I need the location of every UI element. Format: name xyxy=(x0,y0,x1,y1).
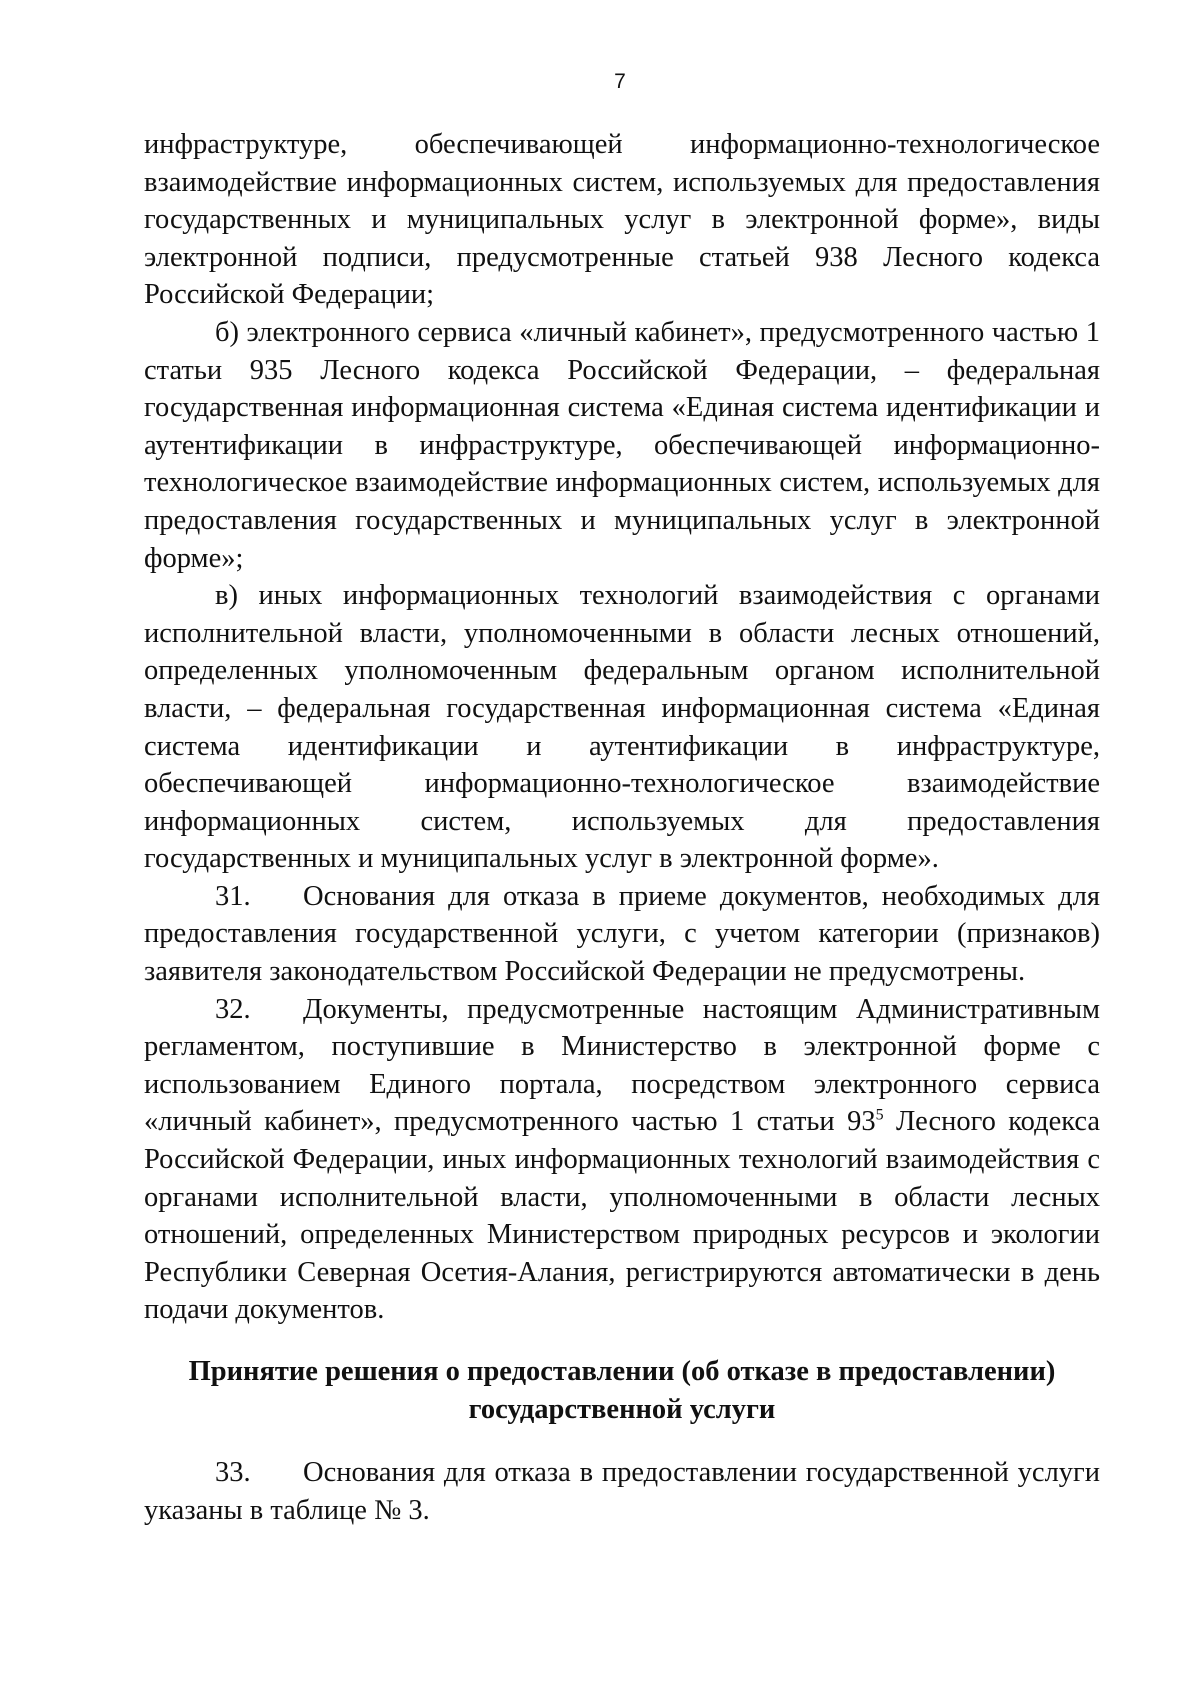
page-number: 7 xyxy=(614,70,626,93)
document-body xyxy=(144,126,1100,1529)
paragraph-31-text: Основания для отказа в приеме документов, необходимых для предоставления государственной услуги, с учетом категории (признаков) заявителя законодательством Российской Федерации не предусмотрены. xyxy=(144,880,1100,988)
spacer xyxy=(144,1428,1100,1454)
paragraph-32-text-part1: Документы, предусмотренные настоящим Административным регламентом, поступившие в Министерство в электронной форме с использованием Единого портала, посредством электронного сервиса «личный кабинет», предусмотренного частью 1 статьи 93 xyxy=(144,993,1100,1138)
superscript-article-number: 5 xyxy=(875,1106,884,1124)
section-heading-line2: государственной услуги xyxy=(468,1393,776,1425)
paragraph-32 xyxy=(144,991,1100,1329)
section-heading xyxy=(144,1353,1100,1428)
paragraph-32-text-part2: Лесного кодекса Российской Федерации, иных информационных технологий взаимодействия с органами исполнительной власти, уполномоченными в области лесных отношений, определенных Министерством природных ресурсов и экологии Республики Северная Осетия-Алания, регистрируются автоматически в день подачи документов. xyxy=(144,1106,1100,1326)
paragraph-33-text: Основания для отказа в предоставлении государственной услуги указаны в таблице № 3. xyxy=(144,1457,1100,1526)
section-heading-line1: Принятие решения о предоставлении (об отказе в предоставлении) xyxy=(188,1356,1056,1387)
paragraph-continuation: инфраструктуре, обеспечивающей информационно-технологическое взаимодействие информационных систем, используемых для предоставления государственных и муниципальных услуг в электронной форме», виды электронной подписи, предусмотренные статьей 938 Лесного кодекса Российской Федерации; xyxy=(144,129,1100,311)
paragraph-31-number: 31. xyxy=(215,880,251,912)
paragraph-item-v: в) иных информационных технологий взаимодействия с органами исполнительной власти, уполномоченными в области лесных отношений, определенных уполномоченным федеральным органом исполнительной власти, – федеральная государственная информационная система «Единая система идентификации и аутентификации в инфраструктуре, обеспечивающей информационно-технологическое взаимодействие информационных систем, используемых для предоставления государственных и муниципальных услуг в электронной форме». xyxy=(144,580,1100,875)
paragraph-31 xyxy=(144,878,1100,991)
paragraph-33-number: 33. xyxy=(215,1457,251,1489)
paragraph-32-number: 32. xyxy=(215,993,251,1025)
paragraph-33 xyxy=(144,1454,1100,1529)
paragraph-item-b: б) электронного сервиса «личный кабинет», предусмотренного частью 1 статьи 935 Лесного кодекса Российской Федерации, – федеральная государственная информационная система «Единая система идентификации и аутентификации в инфраструктуре, обеспечивающей информационно-технологическое взаимодействие информационных систем, используемых для предоставления государственных и муниципальных услуг в электронной форме»; xyxy=(144,316,1100,574)
